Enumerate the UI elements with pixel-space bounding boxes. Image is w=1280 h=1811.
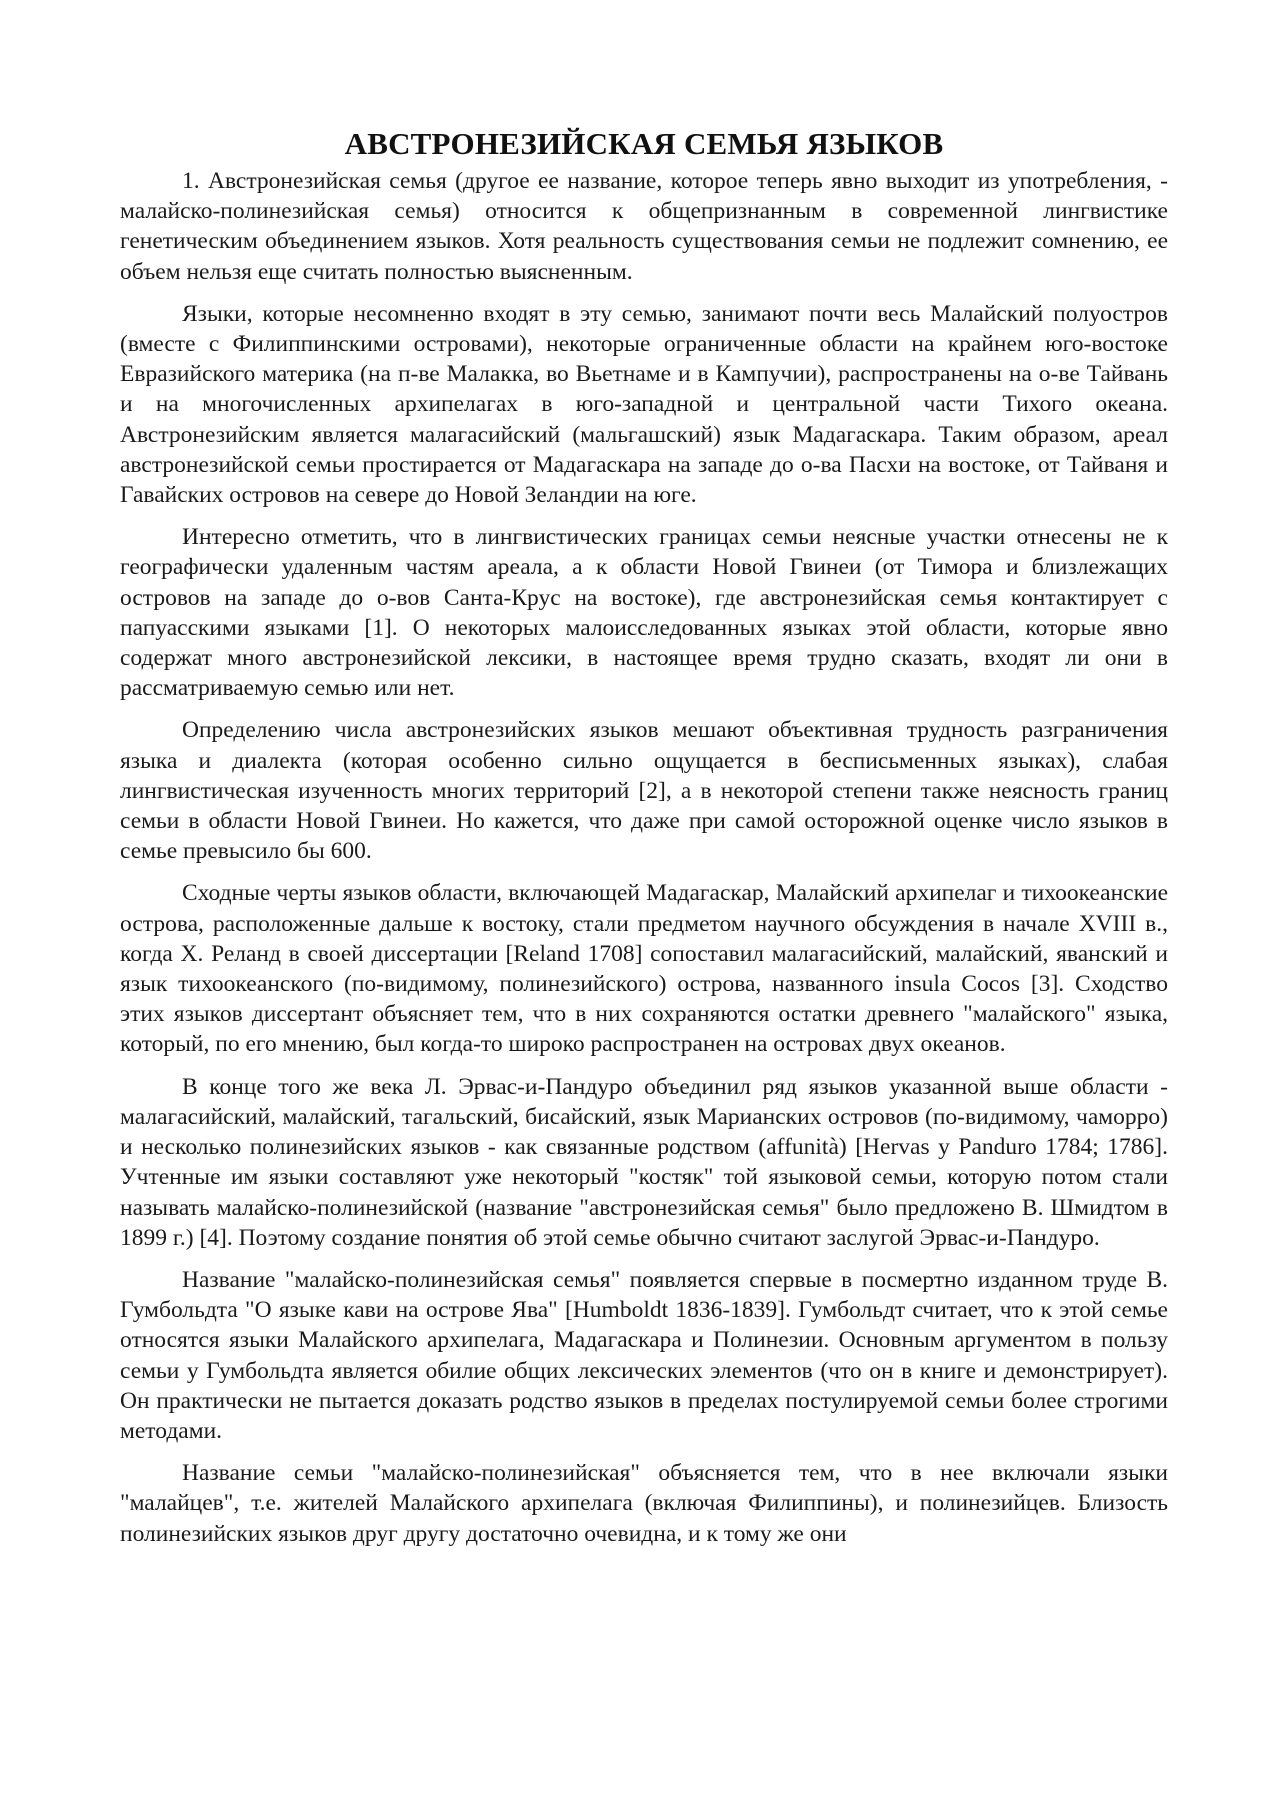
paragraph-8: Название семьи "малайско-полинезийская" объясняется тем, что в нее включали языки "малайцев", т.е. жителей Малайского архипелага (включая Филиппины), и полинезийцев. Близость полинезийских языков друг другу достаточно очевидна, и к тому же они [120, 1460, 1168, 1547]
paragraph-5: Сходные черты языков области, включающей Мадагаскар, Малайский архипелаг и тихоокеанские острова, расположенные дальше к востоку, стали предметом научного обсуждения в начале XVIII в., когда X. Реланд в своей диссертации [Reland 1708] сопоставил малагасийский, малайский, яванский и язык тихоокеанского (по-видимому, полинезийского) острова, названного insula Cocos [3]. Сходство этих языков диссертант объясняет тем, что в них сохраняются остатки древнего "малайского" языка, который, по его мнению, был когда-то широко распространен на островах двух океанов. [120, 880, 1168, 1058]
paragraph-3: Интересно отметить, что в лингвистических границах семьи неясные участки отнесены не к географически удаленным частям ареала, а к области Новой Гвинеи (от Тимора и близлежащих островов на западе до о-вов Санта-Крус на востоке), где австронезийская семья контактирует с папуасскими языками [1]. О некоторых малоисследованных языках этой области, которые явно содержат много австронезийской лексики, в настоящее время трудно сказать, входят ли они в рассматриваемую семью или нет. [120, 524, 1168, 702]
paragraph-7: Название "малайско-полинезийская семья" появляется спервые в посмертно изданном труде В. Гумбольдта "О языке кави на острове Ява" [Humboldt 1836-1839]. Гумбольдт считает, что к этой семье относятся языки Малайского архипелага, Мадагаскара и Полинезии. Основным аргументом в пользу семьи у Гумбольдта является обилие общих лексических элементов (что он в книге и демонстрирует). Он практически не пытается доказать родство языков в пределах постулируемой семьи более строгими методами. [120, 1266, 1168, 1444]
paragraph-6: В конце того же века Л. Эрвас-и-Пандуро объединил ряд языков указанной выше области - малагасийский, малайский, тагальский, бисайский, язык Марианских островов (по-видимому, чаморро) и несколько полинезийских языков - как связанные родством (affunità) [Hervas y Panduro 1784; 1786]. Учтенные им языки составляют уже некоторый "костяк" той языковой семьи, которую потом стали называть малайско-полинезийской (название "австронезийская семья" было предложено В. Шмидтом в 1899 г.) [4]. Поэтому создание понятия об этой семье обычно считают заслугой Эрвас-и-Пандуро. [120, 1073, 1168, 1251]
paragraph-2: Языки, которые несомненно входят в эту семью, занимают почти весь Малайский полуостров (вместе с Филиппинскими островами), некоторые ограниченные области на крайнем юго-востоке Евразийского материка (на п-ве Малакка, во Вьетнаме и в Кампучии), распространены на о-ве Тайвань и на многочисленных архипелагах в юго-западной и центральной части Тихого океана. Австронезийским является малагасийский (мальгашский) язык Мадагаскара. Таким образом, ареал австронезийской семьи простирается от Мадагаскара на западе до о-ва Пасхи на востоке, от Тайваня и Гавайских островов на севере до Новой Зеландии на юге. [120, 300, 1168, 509]
document-body [120, 166, 1168, 1549]
document-page [120, 0, 1168, 1811]
document-title: АВСТРОНЕЗИЙСКАЯ СЕМЬЯ ЯЗЫКОВ [344, 126, 944, 161]
paragraph-4: Определению числа австронезийских языков мешают объективная трудность разграничения языка и диалекта (которая особенно сильно ощущается в бесписьменных языках), слабая лингвистическая изученность многих территорий [2], а в некоторой степени также неясность границ семьи в области Новой Гвинеи. Но кажется, что даже при самой осторожной оценке число языков в семье превысило бы 600. [120, 717, 1168, 865]
paragraph-1: 1. Австронезийская семья (другое ее название, которое теперь явно выходит из употребления, - малайско-полинезийская семья) относится к общепризнанным в современной лингвистике генетическим объединением языков. Хотя реальность существования семьи не подлежит сомнению, ее объем нельзя еще считать полностью выясненным. [120, 168, 1168, 285]
